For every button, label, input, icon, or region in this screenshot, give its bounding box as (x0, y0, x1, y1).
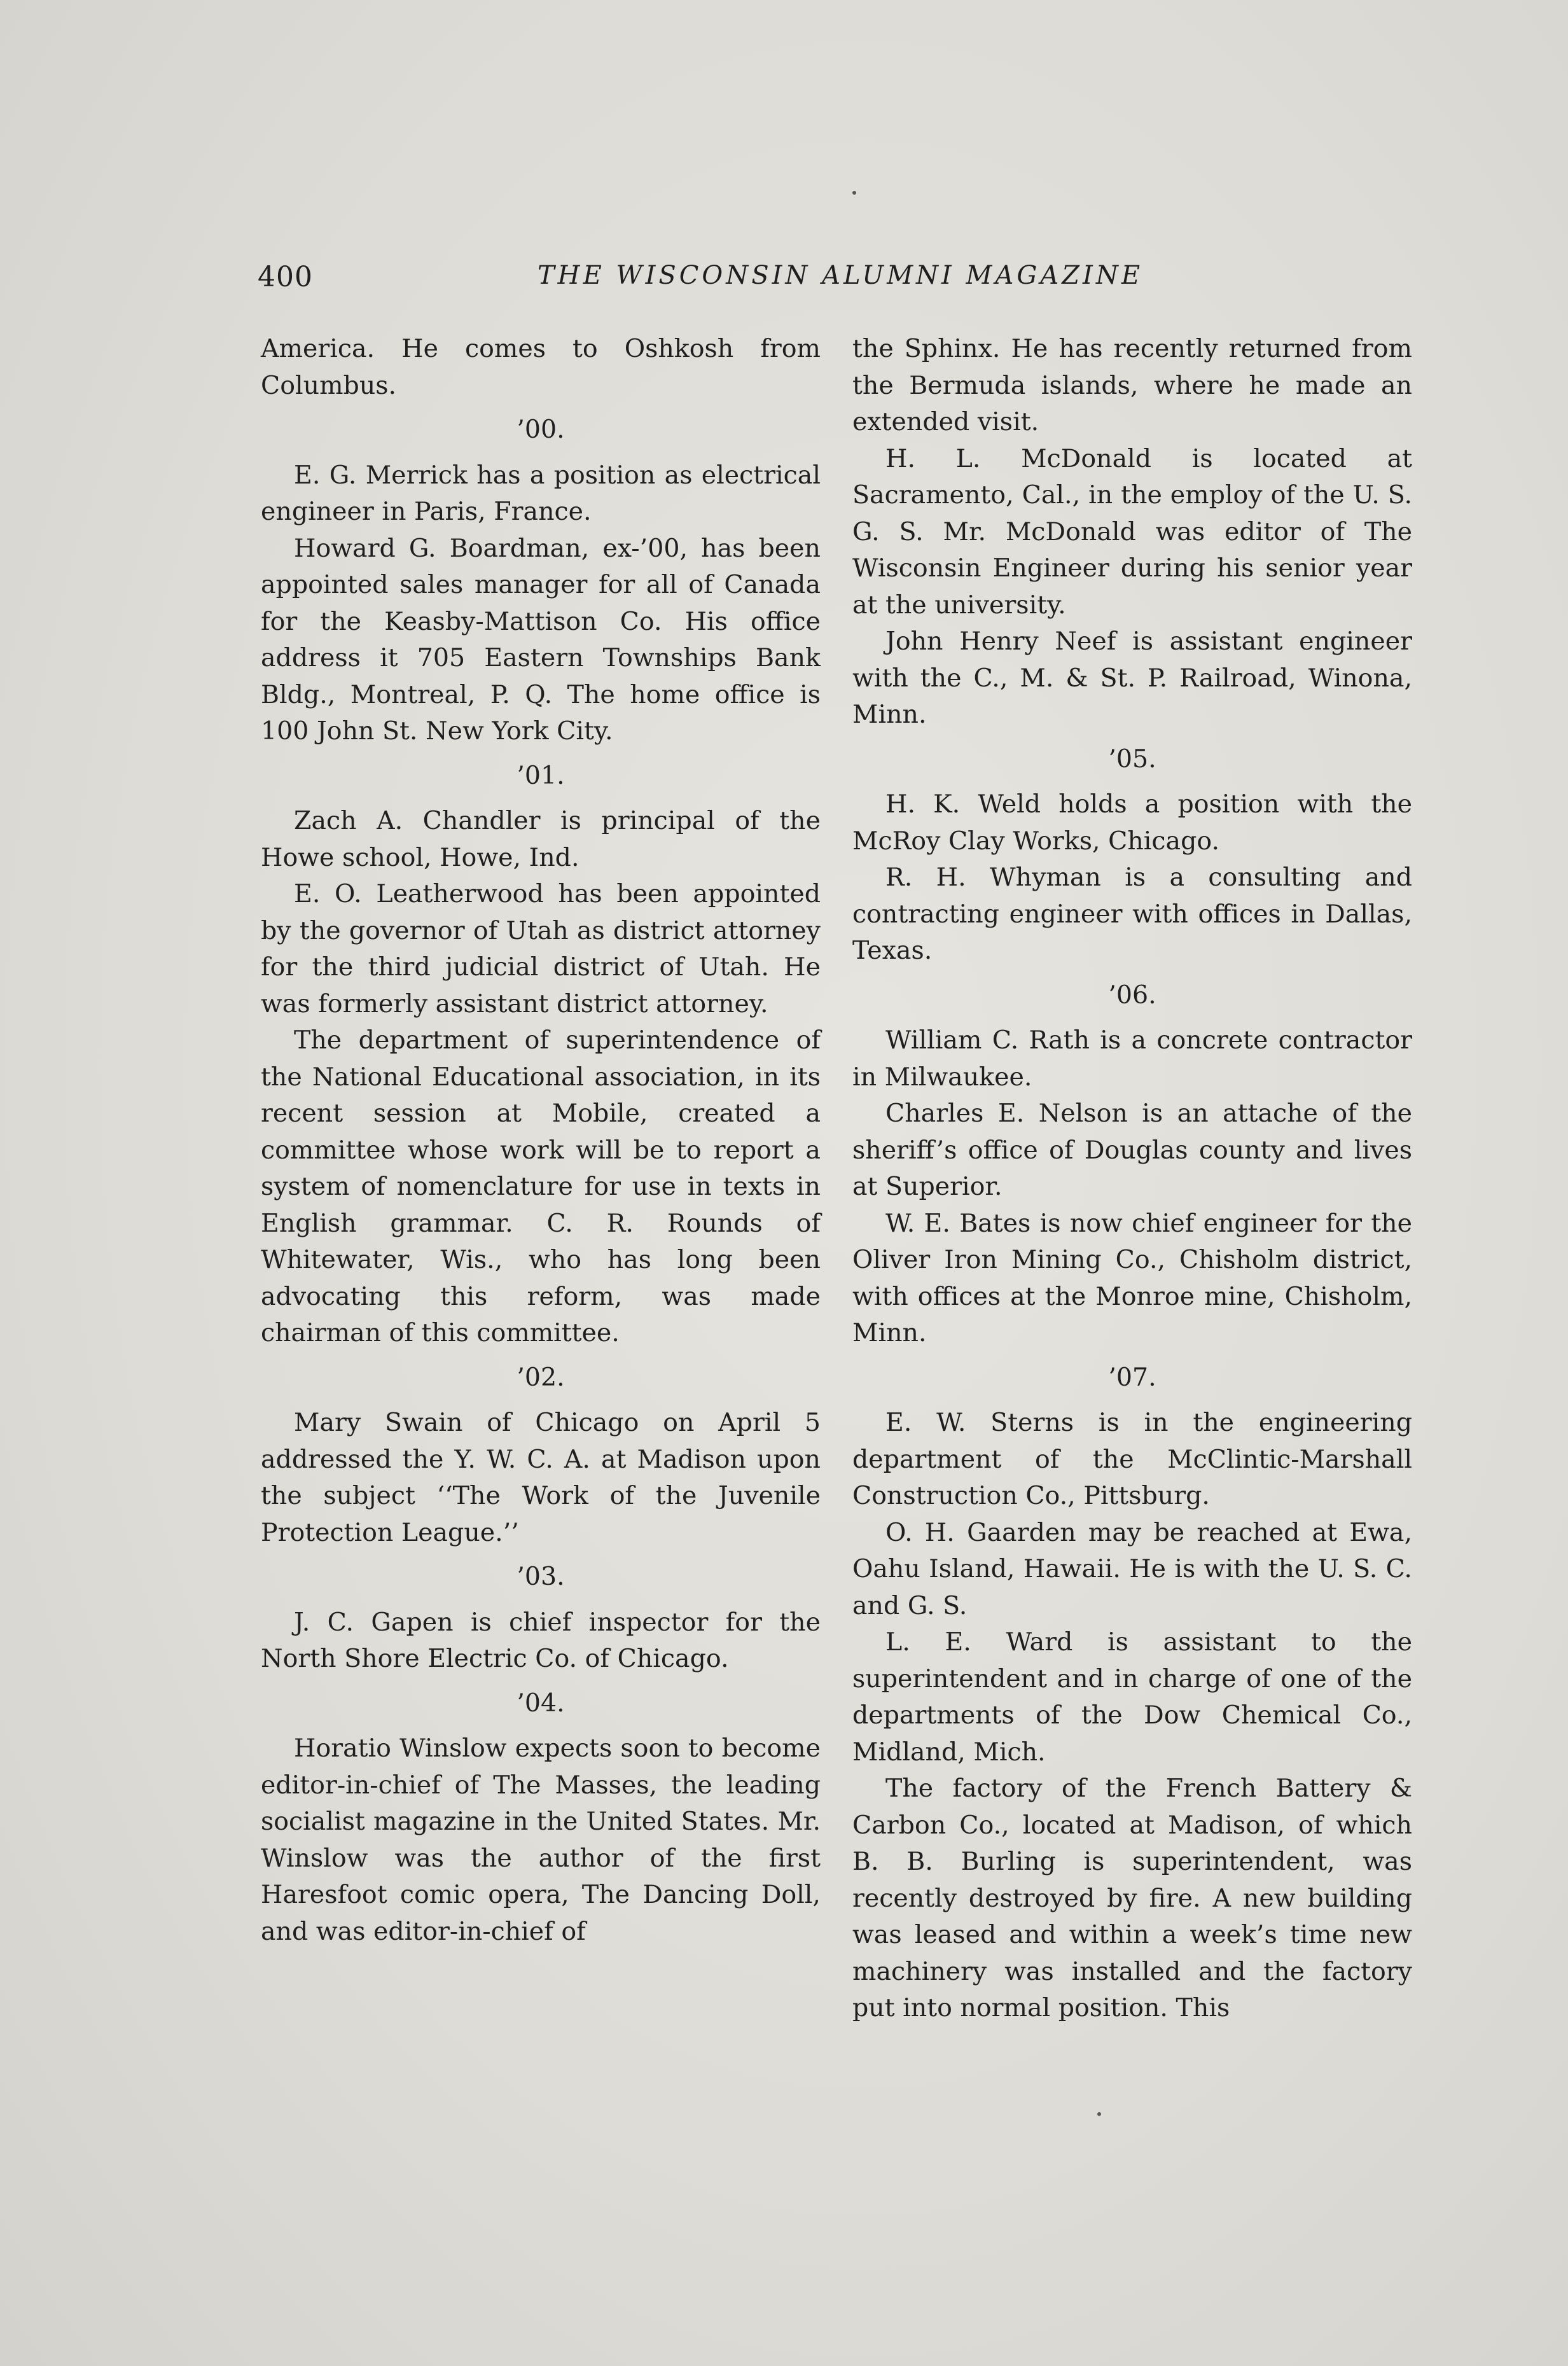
alumni-note: John Henry Neef is assistant engineer with the C., M. & St. P. Railroad, Winona, Minn. (852, 627, 1412, 729)
alumni-note: The factory of the French Battery & Carbon Co., located at Madison, of which B. B. Burling is superintendent, was recently destroyed by fire. A new building was leased and within a week’s time new machinery was installed and the factory put into normal position. This (852, 1774, 1412, 2022)
alumni-note: L. E. Ward is assistant to the superintendent and in charge of one of the departments of the Dow Chemical Co., Midland, Mich. (852, 1627, 1412, 1767)
paper-speck (852, 191, 856, 195)
class-year-heading: ’02. (517, 1362, 565, 1392)
alumni-note: O. H. Gaarden may be reached at Ewa, Oahu Island, Hawaii. He is with the U. S. C. and G. S. (852, 1517, 1412, 1620)
alumni-note: William C. Rath is a concrete contractor in Milwaukee. (852, 1026, 1412, 1092)
alumni-note: Charles E. Nelson is an attache of the sheriff’s office of Douglas county and lives at Superior. (852, 1099, 1412, 1201)
alumni-note: J. C. Gapen is chief inspector for the North Shore Electric Co. of Chicago. (261, 1607, 821, 1673)
alumni-note: E. O. Leatherwood has been appointed by the governor of Utah as district attorney for the third judicial district of Utah. He was formerly assistant district attorney. (261, 879, 821, 1019)
page-number: 400 (258, 261, 313, 293)
paragraph-continued: America. He comes to Oshkosh from Columbus. (261, 334, 821, 400)
paper-speck (1097, 2112, 1101, 2116)
alumni-note: H. L. McDonald is located at Sacramento, Cal., in the employ of the U. S. G. S. Mr. McDonald was editor of The Wisconsin Engineer during his senior year at the university. (852, 443, 1412, 620)
alumni-note: Zach A. Chandler is principal of the Howe school, Howe, Ind. (261, 806, 821, 872)
alumni-note: Mary Swain of Chicago on April 5 addressed the Y. W. C. A. at Madison upon the subject ‘‘The Work of the Juvenile Protection League.’’ (261, 1408, 821, 1547)
class-year-heading: ’05. (1108, 744, 1156, 774)
alumni-note: E. G. Merrick has a position as electrical engineer in Paris, France. (261, 460, 821, 526)
left-column (261, 331, 821, 1950)
alumni-note: H. K. Weld holds a position with the McRoy Clay Works, Chicago. (852, 790, 1412, 856)
alumni-note: Howard G. Boardman, ex-’00, has been appointed sales manager for all of Canada for the Keasby-Mattison Co. His office address it 705 Eastern Townships Bank Bldg., Montreal, P. Q. The home office is 100 John St. New York City. (261, 533, 821, 746)
running-head: THE WISCONSIN ALUMNI MAGAZINE (538, 261, 1144, 290)
alumni-note: Horatio Winslow expects soon to become editor-in-chief of The Masses, the leading socialist magazine in the United States. Mr. Winslow was the author of the first Haresfoot comic opera, The Dancing Doll, and was editor-in-chief of (261, 1734, 821, 1946)
alumni-note: R. H. Whyman is a consulting and contracting engineer with offices in Dallas, Texas. (852, 863, 1412, 965)
alumni-note: E. W. Sterns is in the engineering department of the McClintic-Marshall Construction Co., Pittsburg. (852, 1408, 1412, 1510)
class-year-heading: ’04. (517, 1688, 565, 1718)
paragraph-continued: the Sphinx. He has recently returned from the Bermuda islands, where he made an extended visit. (852, 334, 1412, 436)
class-year-heading: ’06. (1108, 980, 1156, 1010)
page-header (258, 261, 1422, 305)
class-year-heading: ’01. (517, 760, 565, 790)
alumni-note: W. E. Bates is now chief engineer for the Oliver Iron Mining Co., Chisholm district, with offices at the Monroe mine, Chisholm, Minn. (852, 1208, 1412, 1347)
class-year-heading: ’07. (1108, 1362, 1156, 1392)
right-column (852, 331, 1412, 2027)
class-year-heading: ’00. (517, 415, 565, 444)
alumni-note: The department of superintendence of the National Educational association, in its recent session at Mobile, created a committee whose work will be to report a system of nomenclature for use in texts in English grammar. C. R. Rounds of Whitewater, Wis., who has long been advocating this reform, was made chairman of this committee. (261, 1026, 821, 1347)
class-year-heading: ’03. (517, 1562, 565, 1591)
